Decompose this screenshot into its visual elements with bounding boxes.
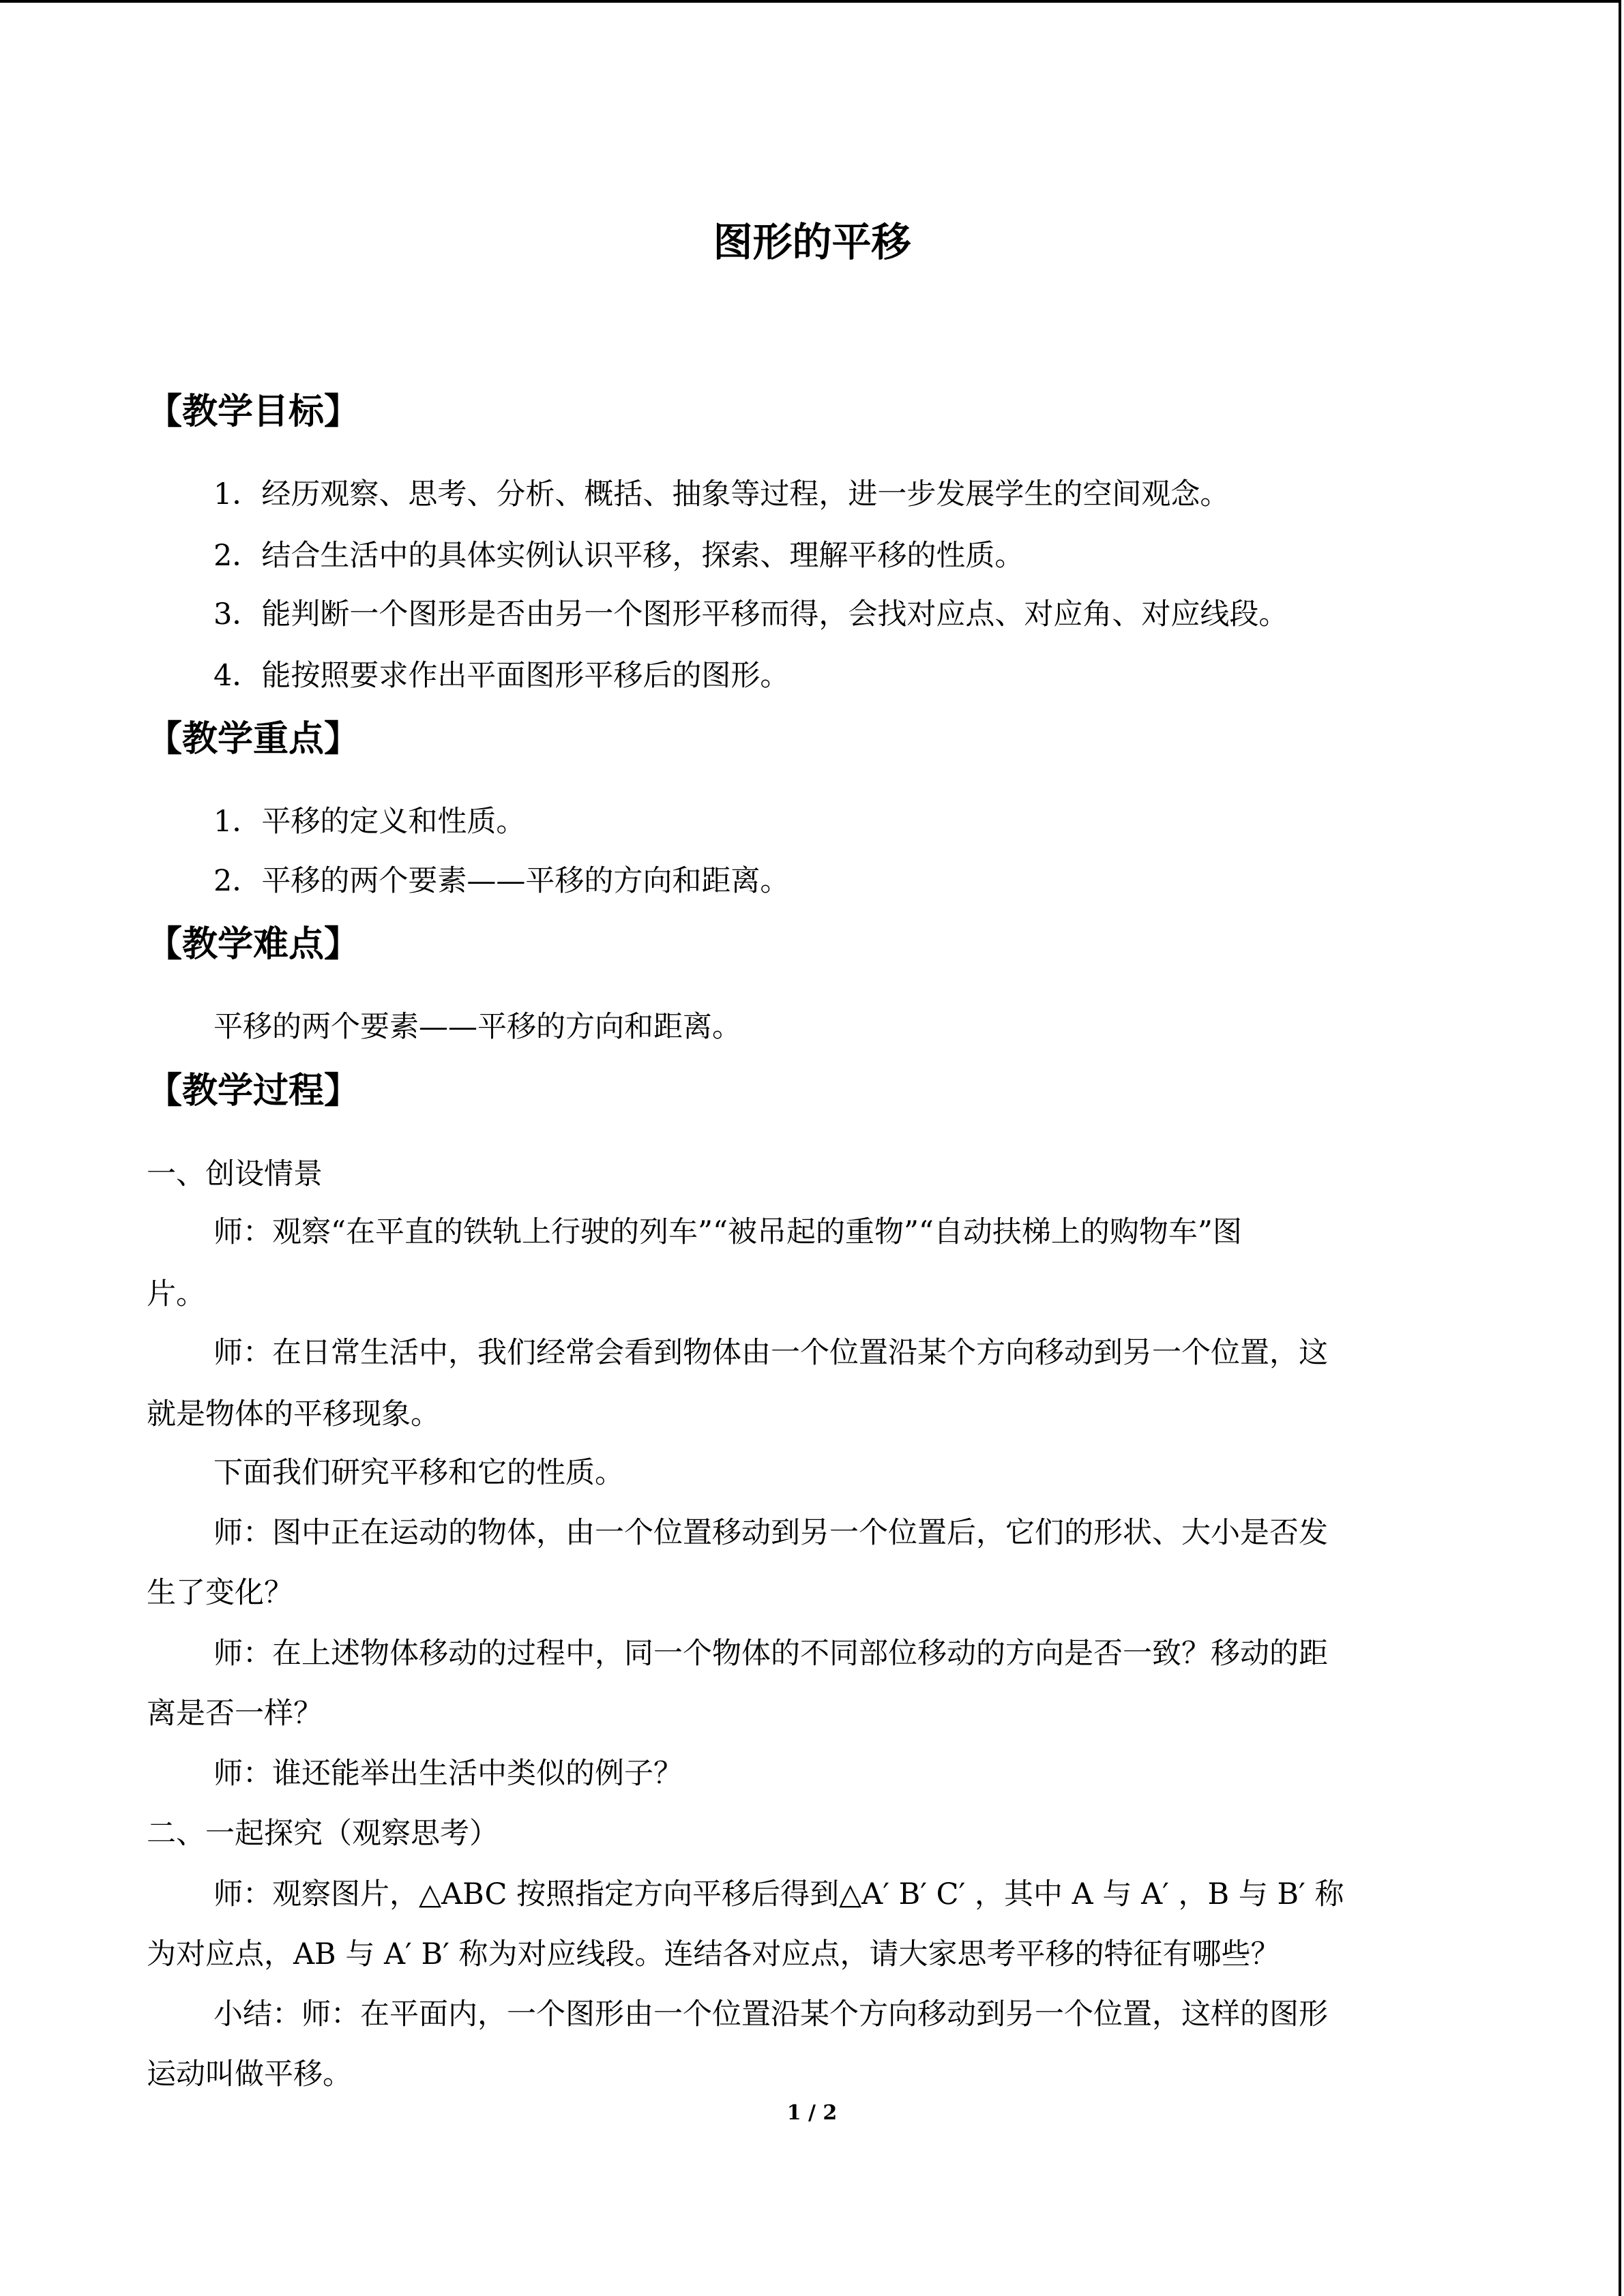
process-paragraph-line: 就是物体的平移现象。 [147,1397,440,1431]
process-paragraph-line: 师：图中正在运动的物体，由一个位置移动到另一个位置后，它们的形状、大小是否发 [213,1516,1328,1550]
key-point-item: 1．平移的定义和性质。 [213,805,526,839]
process-paragraph-line: 师：观察“在平直的铁轨上行驶的列车”“被吊起的重物”“自动扶梯上的购物车”图 [213,1215,1242,1249]
process-paragraph-line: 师：在上述物体移动的过程中，同一个物体的不同部位移动的方向是否一致？移动的距 [213,1637,1328,1671]
key-points-heading: 【教学重点】 [147,719,360,760]
objective-item: 3．能判断一个图形是否由另一个图形平移而得，会找对应点、对应角、对应线段。 [213,597,1288,631]
process-paragraph-line: 运动叫做平移。 [147,2057,352,2091]
process-paragraph-line: 师：在日常生活中，我们经常会看到物体由一个位置沿某个方向移动到另一个位置，这 [213,1336,1328,1370]
process-paragraph-line: 下面我们研究平移和它的性质。 [213,1456,624,1490]
document-title: 图形的平移 [713,219,911,265]
objective-item: 4．能按照要求作出平面图形平移后的图形。 [213,659,790,693]
page-number: 1 / 2 [786,2101,838,2125]
objective-item: 2．结合生活中的具体实例认识平移，探索、理解平移的性质。 [213,539,1024,573]
difficulties-heading: 【教学难点】 [147,924,360,965]
difficulty-text: 平移的两个要素——平移的方向和距离。 [213,1010,741,1044]
process-paragraph-line: 为对应点，AB 与 A′ B′ 称为对应线段。连结各对应点，请大家思考平移的特征有哪些？ [147,1937,1280,1971]
process-paragraph-line: 师：谁还能举出生活中类似的例子？ [213,1757,683,1791]
part2-title: 二、一起探究（观察思考） [147,1817,499,1851]
process-paragraph-line: 离是否一样？ [147,1697,323,1731]
process-paragraph-line: 师：观察图片，△ABC 按照指定方向平移后得到△A′ B′ C′ ，其中 A 与 A′ ，B 与 B′ 称 [213,1877,1344,1911]
process-heading: 【教学过程】 [147,1071,360,1112]
objectives-heading: 【教学目标】 [147,391,360,432]
process-paragraph-line: 生了变化？ [147,1576,293,1610]
process-paragraph-line: 片。 [147,1277,205,1311]
key-point-item: 2．平移的两个要素——平移的方向和距离。 [213,864,790,898]
process-paragraph-line: 小结：师：在平面内，一个图形由一个位置沿某个方向移动到另一个位置，这样的图形 [213,1997,1328,2031]
part1-title: 一、创设情景 [147,1157,323,1191]
objective-item: 1．经历观察、思考、分析、概括、抽象等过程，进一步发展学生的空间观念。 [213,477,1230,511]
